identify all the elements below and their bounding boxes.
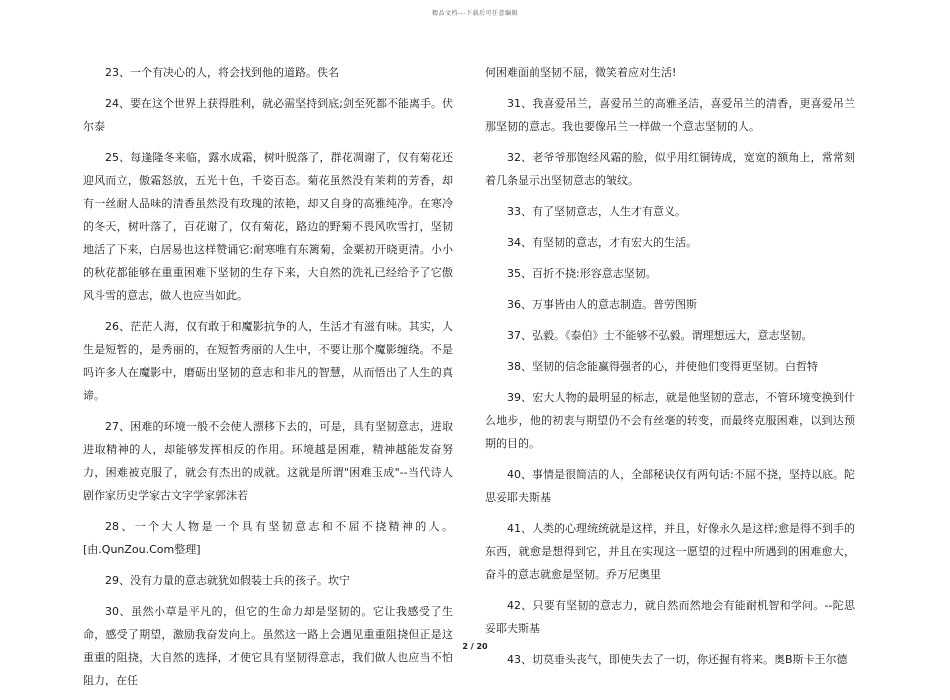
paragraph: 25、每逢隆冬来临，露水成霜，树叶脱落了，群花凋谢了，仅有菊花还迎风而立，傲霜怒放，五光十色，千姿百态。菊花虽然没有茉莉的芳香，却有一丝耐人品味的清香虽然没有玫瑰的浓艳，却又自身的高雅纯净。在寒冷的冬天，树叶落了，百花谢了，仅有菊花，路边的野菊不畏风吹雪打，坚韧地活了下来，白居易也这样赞诵它:耐寒唯有东篱菊，金粟初开晓更清。小小的秋花都能够在重重困难下坚韧的生存下来，大自然的洗礼已经给予了它傲风斗雪的意志，做人也应当如此。 (83, 151, 453, 302)
paragraph-continued: 何困难面前坚韧不屈，微笑着应对生活! (485, 66, 677, 79)
paragraph: 35、百折不挠:形容意志坚韧。 (507, 267, 657, 280)
page-number: 2 / 20 (462, 642, 488, 651)
paragraph: 31、我喜爱吊兰，喜爱吊兰的高雅圣洁，喜爱吊兰的清香，更喜爱吊兰那坚韧的意志。我也要像吊兰一样做一个意志坚韧的人。 (485, 97, 855, 133)
paragraph: 39、宏大人物的最明显的标志，就是他坚韧的意志，不管环境变换到什么地步，他的初衷与期望仍不会有丝毫的转变，而最终克服困难，以到达预期的目的。 (485, 391, 855, 450)
paragraph: 33、有了坚韧意志，人生才有意义。 (507, 205, 686, 218)
paragraph: 23、一个有决心的人，将会找到他的道路。佚名 (105, 66, 339, 79)
right-column (485, 61, 855, 679)
paragraph: 40、事情是很简洁的人，全部秘诀仅有两句话:不屈不挠，坚持以底。陀思妥耶夫斯基 (485, 468, 855, 504)
page-header: 精品文档---下载后可任意编辑 (432, 10, 518, 17)
paragraph: 28、一个大人物是一个具有坚韧意志和不屈不挠精神的人。[由.QunZou.Com整理] (83, 520, 453, 556)
paragraph: 36、万事皆由人的意志制造。普劳图斯 (507, 298, 697, 311)
paragraph: 37、弘毅。《泰伯》士不能够不弘毅。谓理想远大，意志坚韧。 (507, 329, 813, 342)
paragraph: 42、只要有坚韧的意志力，就自然而然地会有能耐机智和学问。--陀思妥耶夫斯基 (485, 599, 855, 635)
paragraph: 26、茫茫人海，仅有敢于和魔影抗争的人，生活才有滋有味。其实，人生是短暂的，是秀丽的，在短暂秀丽的人生中，不要让那个魔影缠绕。不是吗许多人在魔影中，磨砺出坚韧的意志和非凡的智慧，从而悟出了人生的真谛。 (83, 320, 453, 402)
paragraph: 34、有坚韧的意志，才有宏大的生活。 (507, 236, 697, 249)
paragraph: 41、人类的心理统统就是这样，并且，好像永久是这样;愈是得不到手的东西，就愈是想得到它，并且在实现这一愿望的过程中所遇到的困难愈大，奋斗的意志就愈是坚韧。乔万尼奥里 (485, 522, 855, 581)
paragraph: 24、要在这个世界上获得胜利，就必需坚持到底;剑至死都不能离手。伏尔泰 (83, 97, 453, 133)
left-column (83, 61, 453, 700)
paragraph: 29、没有力量的意志就犹如假装士兵的孩子。坎宁 (105, 574, 350, 587)
paragraph: 43、切莫垂头丧气，即使失去了一切，你还握有将来。奥B斯卡王尔德 (507, 653, 848, 666)
paragraph: 38、坚韧的信念能赢得强者的心，并使他们变得更坚韧。白哲特 (507, 360, 818, 373)
paragraph: 32、老爷爷那饱经风霜的脸，似乎用红铜铸成，宽宽的额角上，常常刻着几条显示出坚韧意志的皱纹。 (485, 151, 855, 187)
paragraph: 30、虽然小草是平凡的，但它的生命力却是坚韧的。它让我感受了生命，感受了期望，激励我奋发向上。虽然这一路上会遇见重重阻挠但正是这重重的阻挠，大自然的选择，才使它具有坚韧得意志，我们做人也应当不怕阻力，在任 (83, 605, 453, 687)
paragraph: 27、困难的环境一般不会使人漂移下去的，可是，具有坚韧意志，进取进取精神的人，却能够发挥相反的作用。环境越是困难，精神越能发奋努力，困难被克服了，就会有杰出的成就。这就是所谓"困难玉成"--当代诗人剧作家历史学家古文字学家郭沫若 (83, 420, 453, 502)
